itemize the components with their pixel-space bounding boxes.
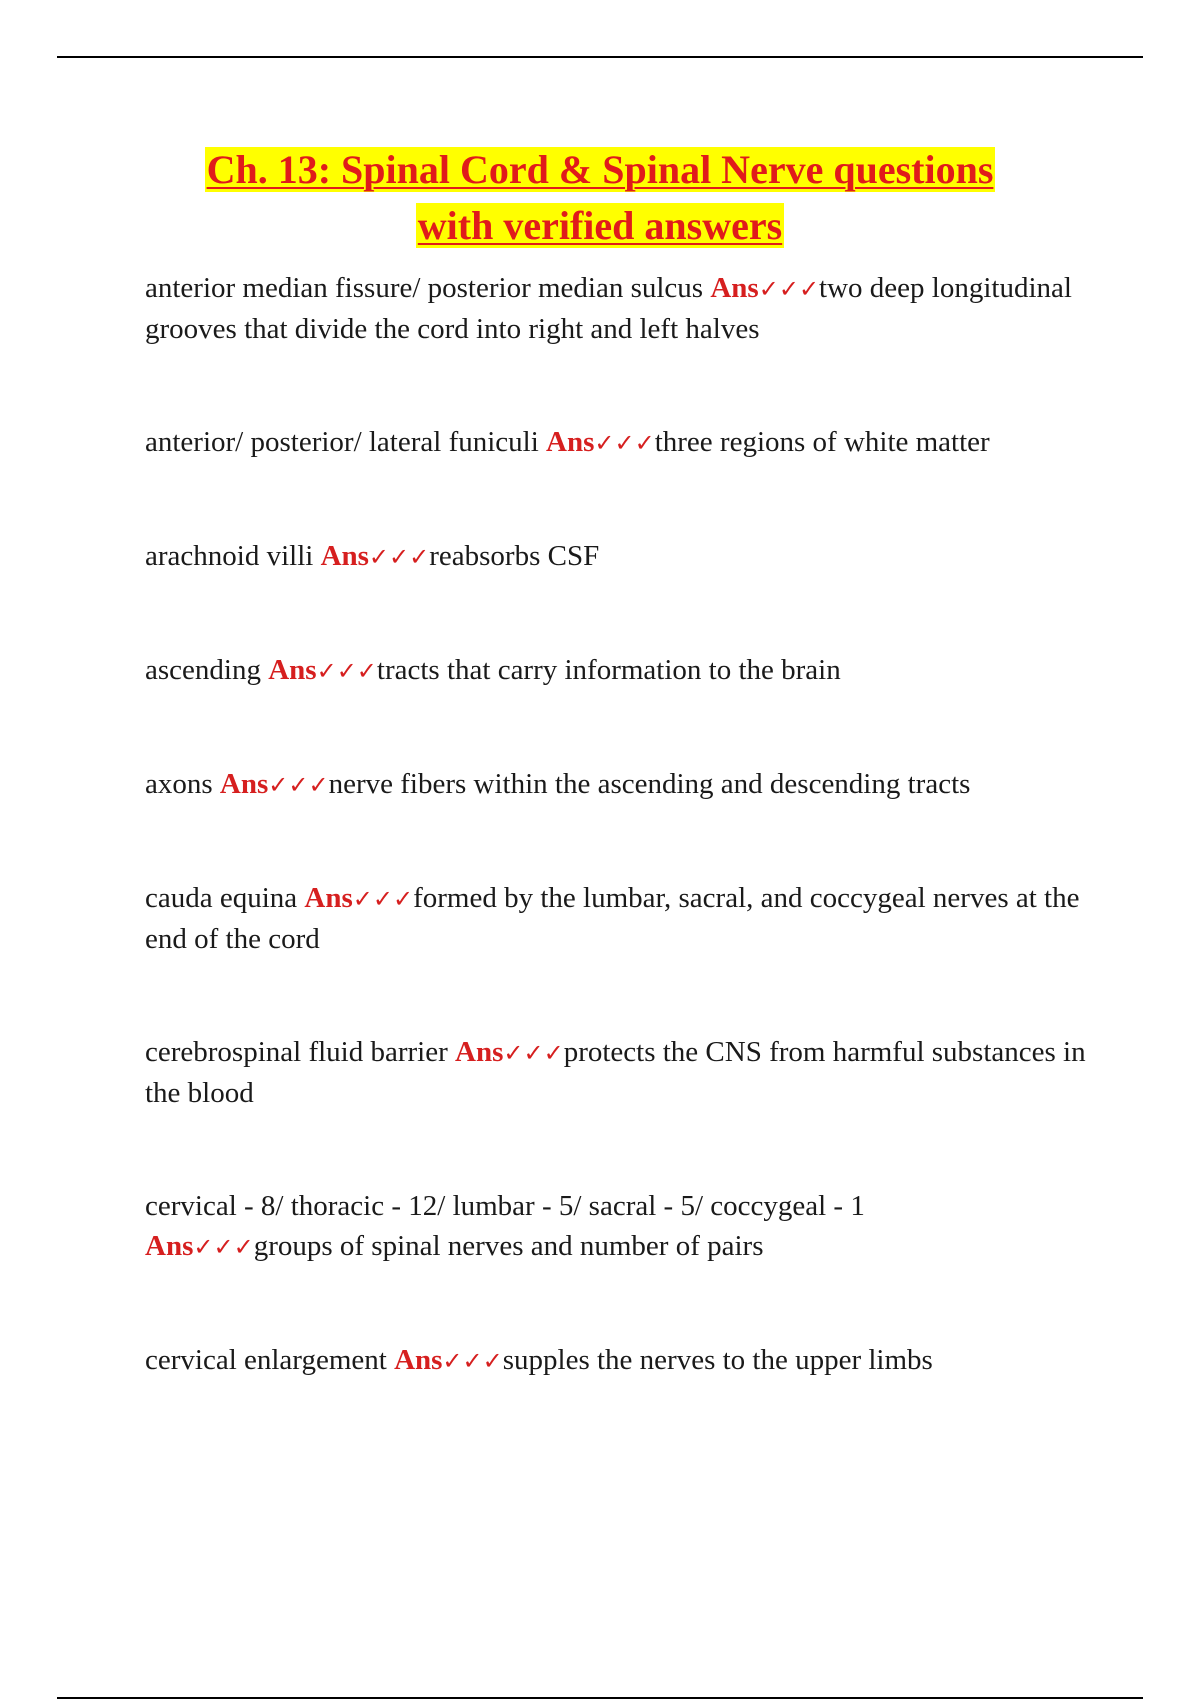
entry-term: anterior median fissure/ posterior median sulcus <box>145 272 704 304</box>
entry-term: arachnoid villi <box>145 540 314 572</box>
ans-label: Ans <box>320 540 369 572</box>
bottom-rule <box>57 1697 1143 1699</box>
check-marks-icon: ✓✓✓ <box>503 1039 564 1067</box>
top-rule <box>57 56 1143 58</box>
ans-label: Ans <box>268 654 317 686</box>
entry-answer: three regions of white matter <box>654 426 990 458</box>
check-marks-icon: ✓✓✓ <box>316 657 377 685</box>
entry-term: cauda equina <box>145 882 298 914</box>
check-marks-icon: ✓✓✓ <box>594 429 655 457</box>
entry-term: ascending <box>145 654 261 686</box>
ans-label: Ans <box>455 1036 504 1068</box>
qa-entry <box>145 1032 1090 1113</box>
check-marks-icon: ✓✓✓ <box>442 1347 503 1375</box>
title-line-2: with verified answers <box>417 203 783 248</box>
entry-answer: protects the CNS from harmful substances in the blood <box>145 1036 1086 1109</box>
ans-label: Ans <box>546 426 595 458</box>
check-marks-icon: ✓✓✓ <box>368 543 430 571</box>
ans-label: Ans <box>145 1230 194 1262</box>
entry-term: cervical - 8/ thoracic - 12/ lumbar - 5/ sacral - 5/ coccygeal - 1 <box>145 1190 865 1222</box>
entry-term: anterior/ posterior/ lateral funiculi <box>145 426 539 458</box>
ans-label: Ans <box>710 272 759 304</box>
check-marks-icon: ✓✓✓ <box>352 885 414 913</box>
ans-label: Ans <box>219 768 269 800</box>
qa-entry <box>145 536 1090 577</box>
entry-answer: formed by the lumbar, sacral, and coccygeal nerves at the end of the cord <box>145 882 1080 955</box>
check-marks-icon: ✓✓✓ <box>193 1233 254 1261</box>
title-line-1: Ch. 13: Spinal Cord & Spinal Nerve questions <box>206 147 994 192</box>
entry-answer: groups of spinal nerves and number of pairs <box>253 1230 764 1262</box>
entry-term: cervical enlargement <box>145 1344 387 1376</box>
ans-label: Ans <box>304 882 353 914</box>
entry-answer: two deep longitudinal grooves that divide the cord into right and left halves <box>145 272 1072 345</box>
entry-answer: supples the nerves to the upper limbs <box>502 1344 933 1376</box>
ans-label: Ans <box>394 1344 443 1376</box>
check-marks-icon: ✓✓✓ <box>268 771 329 799</box>
qa-entry <box>145 422 1090 463</box>
page-title <box>120 142 1080 254</box>
entry-answer: tracts that carry information to the brain <box>376 654 841 686</box>
entry-answer: nerve fibers within the ascending and descending tracts <box>328 768 971 800</box>
check-marks-icon: ✓✓✓ <box>758 275 820 303</box>
entry-term: axons <box>145 768 213 800</box>
qa-entry <box>145 1340 1090 1381</box>
qa-entry <box>145 1186 1090 1267</box>
qa-entry <box>145 764 1090 805</box>
qa-entry <box>145 878 1090 959</box>
qa-entry <box>145 650 1090 691</box>
qa-list <box>145 268 1090 1381</box>
entry-answer: reabsorbs CSF <box>429 540 600 572</box>
entry-term: cerebrospinal fluid barrier <box>145 1036 448 1068</box>
qa-entry <box>145 268 1090 349</box>
